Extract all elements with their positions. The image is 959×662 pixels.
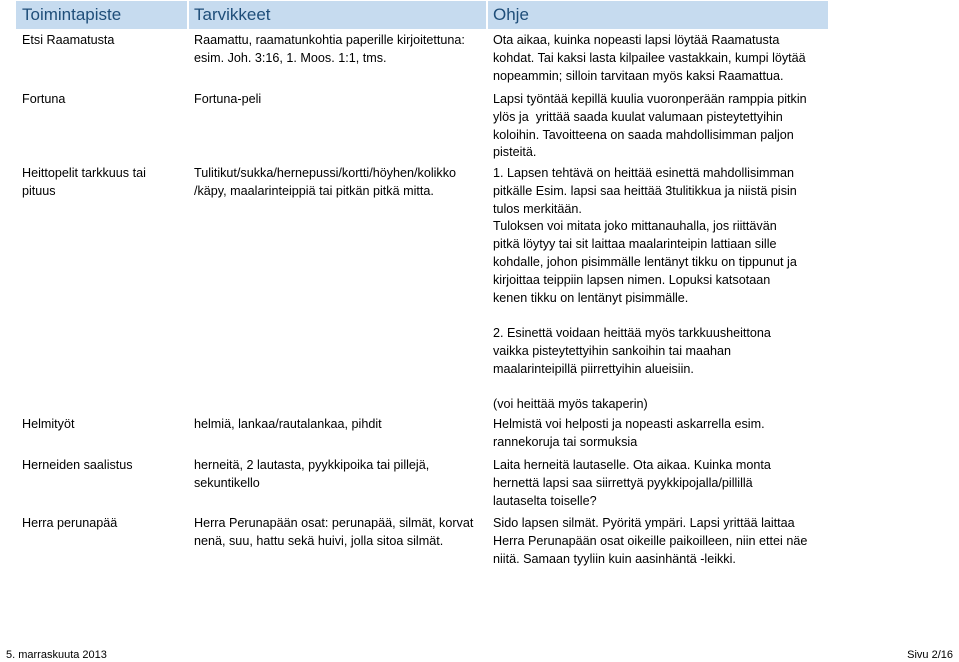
instructions-cell: 1. Lapsen tehtävä on heittää esinettä mahdollisimman pitkälle Esim. lapsi saa heittää 3tulitikkua ja niistä pisin tulos merkitään. Tuloksen voi mitata joko mittanauhalla, jos riittävän pitkä löytyy tai sit laittaa maalarinteipin lattiaan sille kohdalle, johon pisimmälle lentänyt tikku on tippunut ja kirjoittaa teippiin lapsen nimen. Lopuksi katsotaan kenen tikku on lentänyt pisimmälle. 2. Esinettä voidaan heittää myös tarkkuusheittona vaikka pisteytettyihin sankoihin tai maahan maalarinteipillä piirrettyihin alueisiin. (voi heittää myös takaperin) bbox=[493, 166, 797, 412]
activity-name: Fortuna bbox=[22, 92, 66, 106]
column-header-activity: Toimintapiste bbox=[16, 1, 187, 29]
instructions-cell: Laita herneitä lautaselle. Ota aikaa. Kuinka monta hernettä lapsi saa siirrettyä pyykkipojalla/pillillä lautaselta toiselle? bbox=[493, 458, 771, 508]
instructions-cell: Helmistä voi helposti ja nopeasti askarrella esim. rannekoruja tai sormuksia bbox=[493, 417, 765, 449]
activity-name: Helmityöt bbox=[22, 417, 75, 431]
supplies-cell: Tulitikut/sukka/hernepussi/kortti/höyhen/kolikko /käpy, maalarinteippiä tai pitkän pitkä mitta. bbox=[194, 166, 457, 198]
activity-name: Etsi Raamatusta bbox=[22, 33, 115, 47]
supplies-cell: helmiä, lankaa/rautalankaa, pihdit bbox=[194, 417, 382, 431]
instructions-cell: Sido lapsen silmät. Pyöritä ympäri. Lapsi yrittää laittaa Herra Perunapään osat oikeille paikoilleen, niin ettei näe niitä. Samaan tyyliin kuin aasinhäntä -leikki. bbox=[493, 516, 808, 566]
activity-name: Heittopelit tarkkuus tai pituus bbox=[22, 166, 146, 198]
supplies-cell: Raamattu, raamatunkohtia paperille kirjoitettuna: esim. Joh. 3:16, 1. Moos. 1:1, tms. bbox=[194, 33, 465, 65]
instructions-cell: Ota aikaa, kuinka nopeasti lapsi löytää Raamatusta kohdat. Tai kaksi lasta kilpailee vastakkain, kumpi löytää nopeammin; silloin tarvitaan myös kaksi Raamattua. bbox=[493, 33, 806, 83]
footer-page-number: Sivu 2/16 bbox=[907, 649, 953, 661]
activity-name: Herneiden saalistus bbox=[22, 458, 133, 472]
column-header-supplies: Tarvikkeet bbox=[189, 1, 486, 29]
footer-date: 5. marraskuuta 2013 bbox=[6, 649, 107, 661]
supplies-cell: Herra Perunapään osat: perunapää, silmät, korvat nenä, suu, hattu sekä huivi, jolla sitoa silmät. bbox=[194, 516, 474, 548]
activity-name: Herra perunapää bbox=[22, 516, 118, 530]
instructions-cell: Lapsi työntää kepillä kuulia vuoronperään ramppia pitkin ylös ja yrittää saada kuulat valumaan pisteytettyihin koloihin. Tavoitteena on saada mahdollisimman paljon pisteitä. bbox=[493, 92, 807, 160]
supplies-cell: Fortuna-peli bbox=[194, 92, 262, 106]
column-header-instructions: Ohje bbox=[488, 1, 828, 29]
supplies-cell: herneitä, 2 lautasta, pyykkipoika tai pillejä, sekuntikello bbox=[194, 458, 430, 490]
